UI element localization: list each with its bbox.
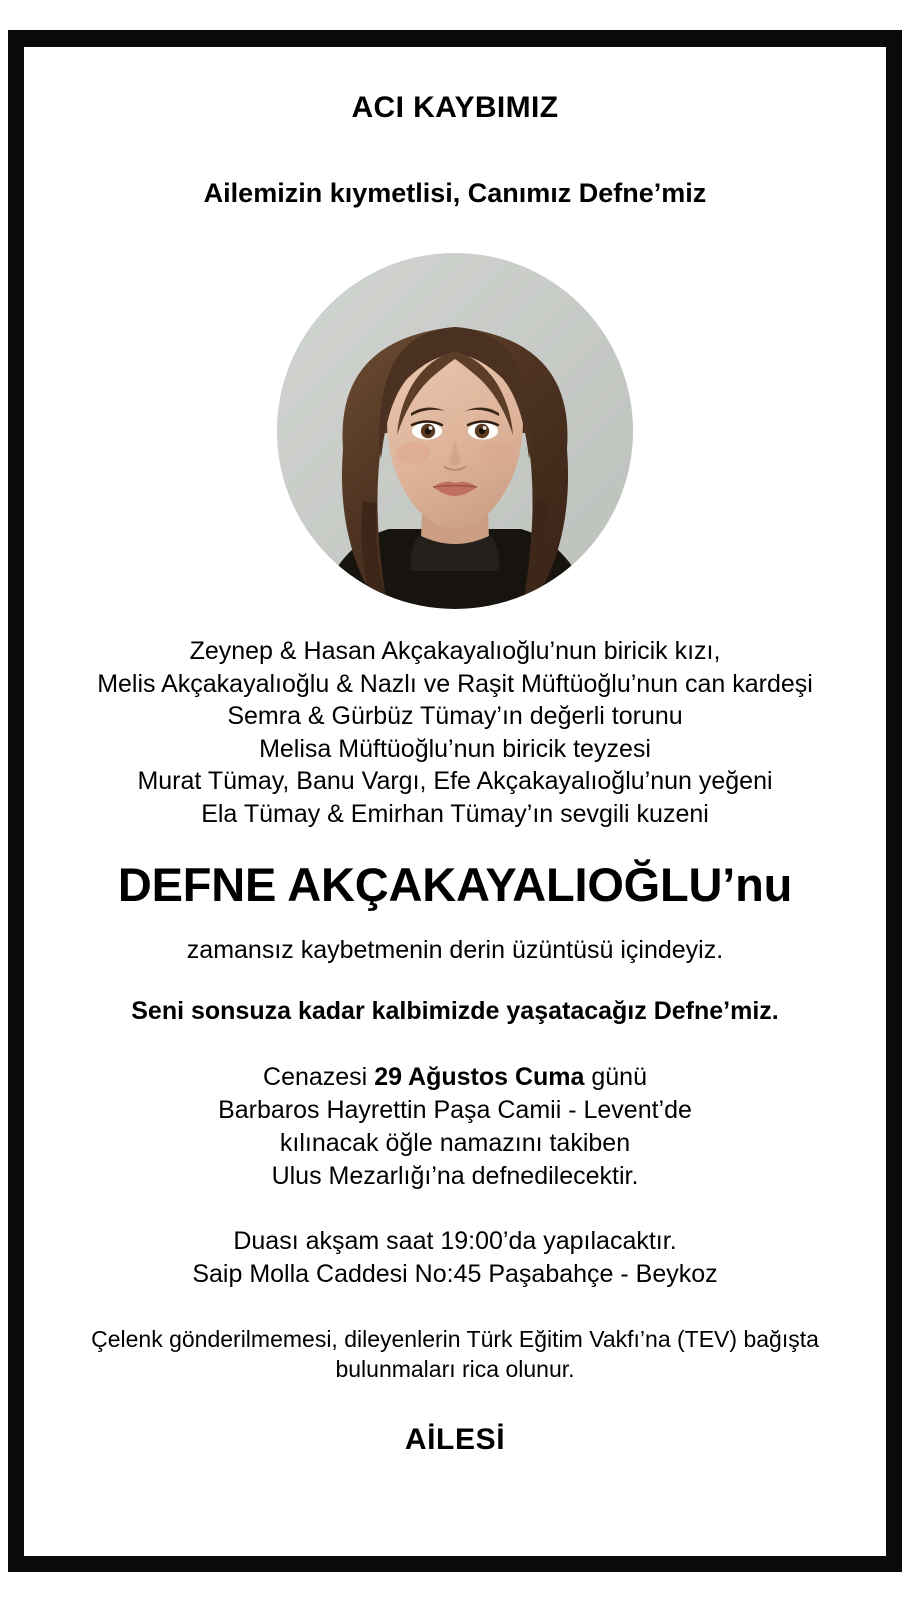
donation-line: bulunmaları rica olunur. bbox=[335, 1356, 575, 1383]
memorial-message: Seni sonsuza kadar kalbimizde yaşatacağız Defne’miz. bbox=[131, 997, 779, 1026]
service-date-prefix: Cenazesi bbox=[263, 1063, 375, 1092]
service-mosque-line: Barbaros Hayrettin Paşa Camii - Levent’de bbox=[218, 1096, 692, 1125]
mourning-border-frame bbox=[8, 30, 902, 1572]
family-signature: AİLESİ bbox=[404, 1423, 506, 1457]
service-date-value: 29 Ağustos Cuma bbox=[374, 1063, 585, 1092]
service-date-suffix: günü bbox=[584, 1063, 647, 1092]
relation-line: Melis Akçakayalıoğlu & Nazlı ve Raşit Müftüoğlu’nun can kardeşi bbox=[97, 669, 813, 698]
service-date-line bbox=[52, 1061, 858, 1094]
portrait-illustration bbox=[277, 253, 633, 609]
prayer-address-line: Saip Molla Caddesi No:45 Paşabahçe - Beykoz bbox=[192, 1260, 718, 1289]
notice-heading-primary: ACI KAYBIMIZ bbox=[351, 91, 559, 124]
relation-line: Murat Tümay, Banu Vargı, Efe Akçakayalıoğlu’nun yeğeni bbox=[137, 767, 773, 796]
funeral-service-details bbox=[52, 1061, 858, 1193]
service-burial-line: Ulus Mezarlığı’na defnedilecektir. bbox=[271, 1162, 639, 1191]
notice-card bbox=[24, 47, 886, 1556]
relation-line: Ela Tümay & Emirhan Tümay’ın sevgili kuzeni bbox=[201, 799, 709, 828]
donation-request bbox=[52, 1325, 858, 1385]
relation-line: Zeynep & Hasan Akçakayalıoğlu’nun biricik kızı, bbox=[189, 637, 721, 666]
prayer-details bbox=[52, 1225, 858, 1291]
relation-line: Semra & Gürbüz Tümay’ın değerli torunu bbox=[227, 702, 683, 731]
donation-line: Çelenk gönderilmemesi, dileyenlerin Türk Eğitim Vakfı’na (TEV) bağışta bbox=[91, 1326, 819, 1353]
relation-line: Melisa Müftüoğlu’nun biricik teyzesi bbox=[259, 734, 651, 763]
portrait-photo bbox=[277, 253, 633, 609]
portrait-container bbox=[277, 253, 633, 609]
prayer-time-line: Duası akşam saat 19:00’da yapılacaktır. bbox=[233, 1227, 677, 1256]
service-prayer-line: kılınacak öğle namazını takiben bbox=[279, 1129, 631, 1158]
relations-list bbox=[52, 635, 858, 830]
notice-heading-secondary: Ailemizin kıymetlisi, Canımız Defne’miz bbox=[203, 178, 707, 208]
deceased-name: DEFNE AKÇAKAYALIOĞLU’nu bbox=[117, 858, 793, 912]
grief-statement: zamansız kaybetmenin derin üzüntüsü içindeyiz. bbox=[186, 935, 724, 964]
